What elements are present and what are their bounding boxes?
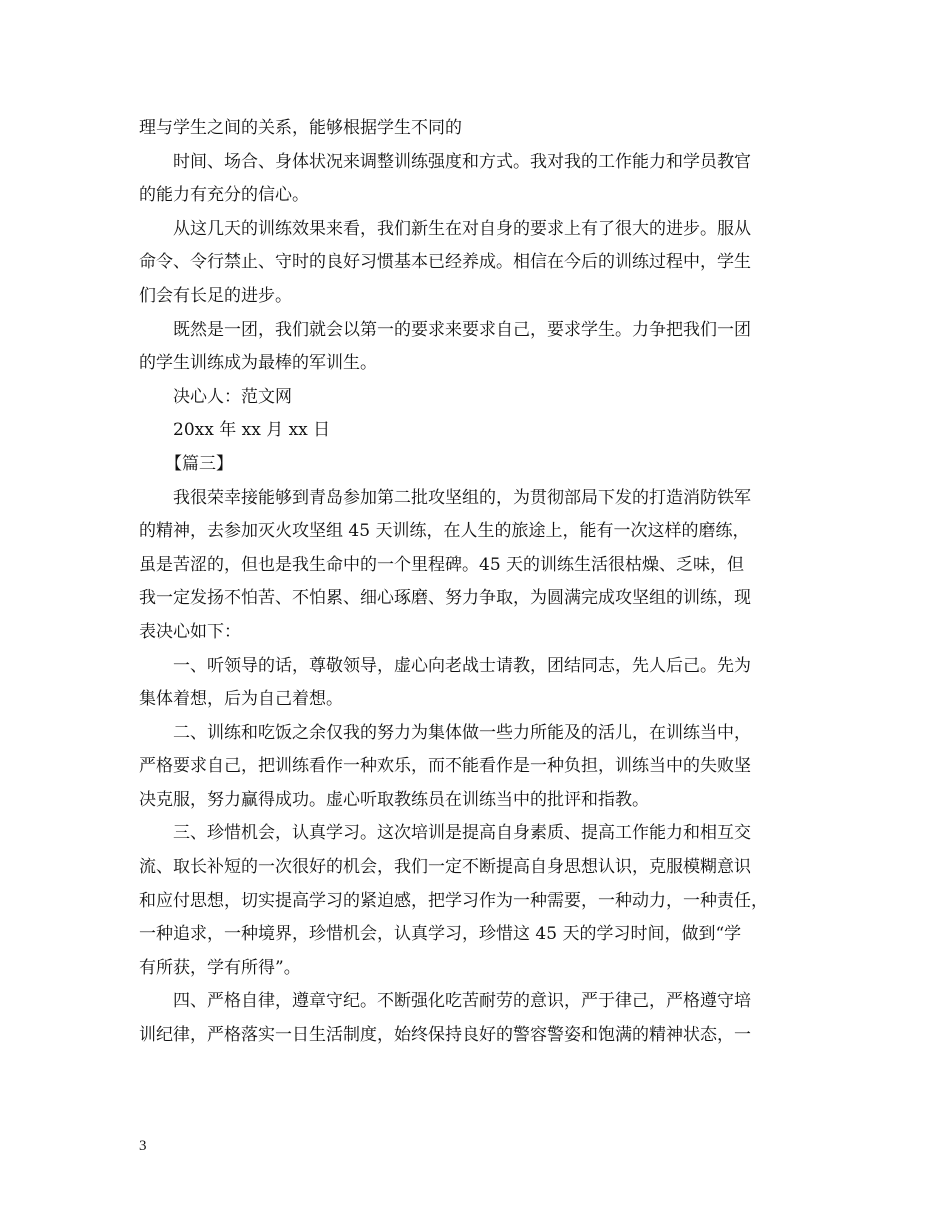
text-line: 从这几天的训练效果来看，我们新生在对自身的要求上有了很大的进步。服从 xyxy=(173,218,751,239)
text-line: 既然是一团，我们就会以第一的要求来要求自己，要求学生。力争把我们一团 xyxy=(173,319,751,340)
text-line: 表决心如下： xyxy=(139,621,241,642)
text-line: 二、训练和吃饭之余仅我的努力为集体做一些力所能及的活儿，在训练当中， xyxy=(173,722,751,743)
text-line: 和应付思想，切实提高学习的紧迫感，把学习作为一种需要，一种动力，一种责任， xyxy=(139,890,768,911)
section-heading: 【篇三】 xyxy=(165,453,233,474)
text-line: 严格要求自己，把训练看作一种欢乐，而不能看作是一种负担，训练当中的失败坚 xyxy=(139,756,751,777)
text-line: 理与学生之间的关系，能够根据学生不同的 xyxy=(139,118,462,138)
text-line: 的精神，去参加灭火攻坚组 45 天训练，在人生的旅途上，能有一次这样的磨练， xyxy=(139,521,750,542)
text-line: 四、严格自律，遵章守纪。不断强化吃苦耐劳的意识，严于律己，严格遵守培 xyxy=(173,991,751,1012)
date-line: 20xx 年 xx 月 xx 日 xyxy=(173,420,331,441)
text-line: 训纪律，严格落实一日生活制度，始终保持良好的警容警姿和饱满的精神状态，一 xyxy=(139,1025,751,1046)
signer-line: 决心人：范文网 xyxy=(173,386,292,407)
text-line: 们会有长足的进步。 xyxy=(139,285,292,306)
text-line: 一种追求，一种境界，珍惜机会，认真学习，珍惜这 45 天的学习时间，做到“学 xyxy=(139,924,742,945)
text-line: 有所获，学有所得”。 xyxy=(139,957,301,978)
document-body xyxy=(139,112,819,1053)
text-line: 三、珍惜机会，认真学习。这次培训是提高自身素质、提高工作能力和相互交 xyxy=(173,823,751,844)
text-line: 的学生训练成为最棒的军训生。 xyxy=(139,353,377,374)
page-number: 3 xyxy=(139,1138,147,1154)
text-line: 时间、场合、身体状况来调整训练强度和方式。我对我的工作能力和学员教官 xyxy=(173,151,751,172)
text-line: 集体着想，后为自己着想。 xyxy=(139,689,343,710)
text-line: 虽是苦涩的，但也是我生命中的一个里程碑。45 天的训练生活很枯燥、乏味，但 xyxy=(139,554,745,575)
text-line: 我很荣幸接能够到青岛参加第二批攻坚组的，为贯彻部局下发的打造消防铁军 xyxy=(173,487,751,508)
text-line: 流、取长补短的一次很好的机会，我们一定不断提高自身思想认识，克服模糊意识 xyxy=(139,857,751,878)
text-line: 命令、令行禁止、守时的良好习惯基本已经养成。相信在今后的训练过程中，学生 xyxy=(139,252,751,273)
text-line: 的能力有充分的信心。 xyxy=(139,185,309,206)
text-line: 决克服，努力赢得成功。虚心听取教练员在训练当中的批评和指教。 xyxy=(139,789,649,810)
text-line: 我一定发扬不怕苦、不怕累、细心琢磨、努力争取，为圆满完成攻坚组的训练，现 xyxy=(139,588,751,609)
text-line: 一、听领导的话，尊敬领导，虚心向老战士请教，团结同志，先人后己。先为 xyxy=(173,655,751,676)
